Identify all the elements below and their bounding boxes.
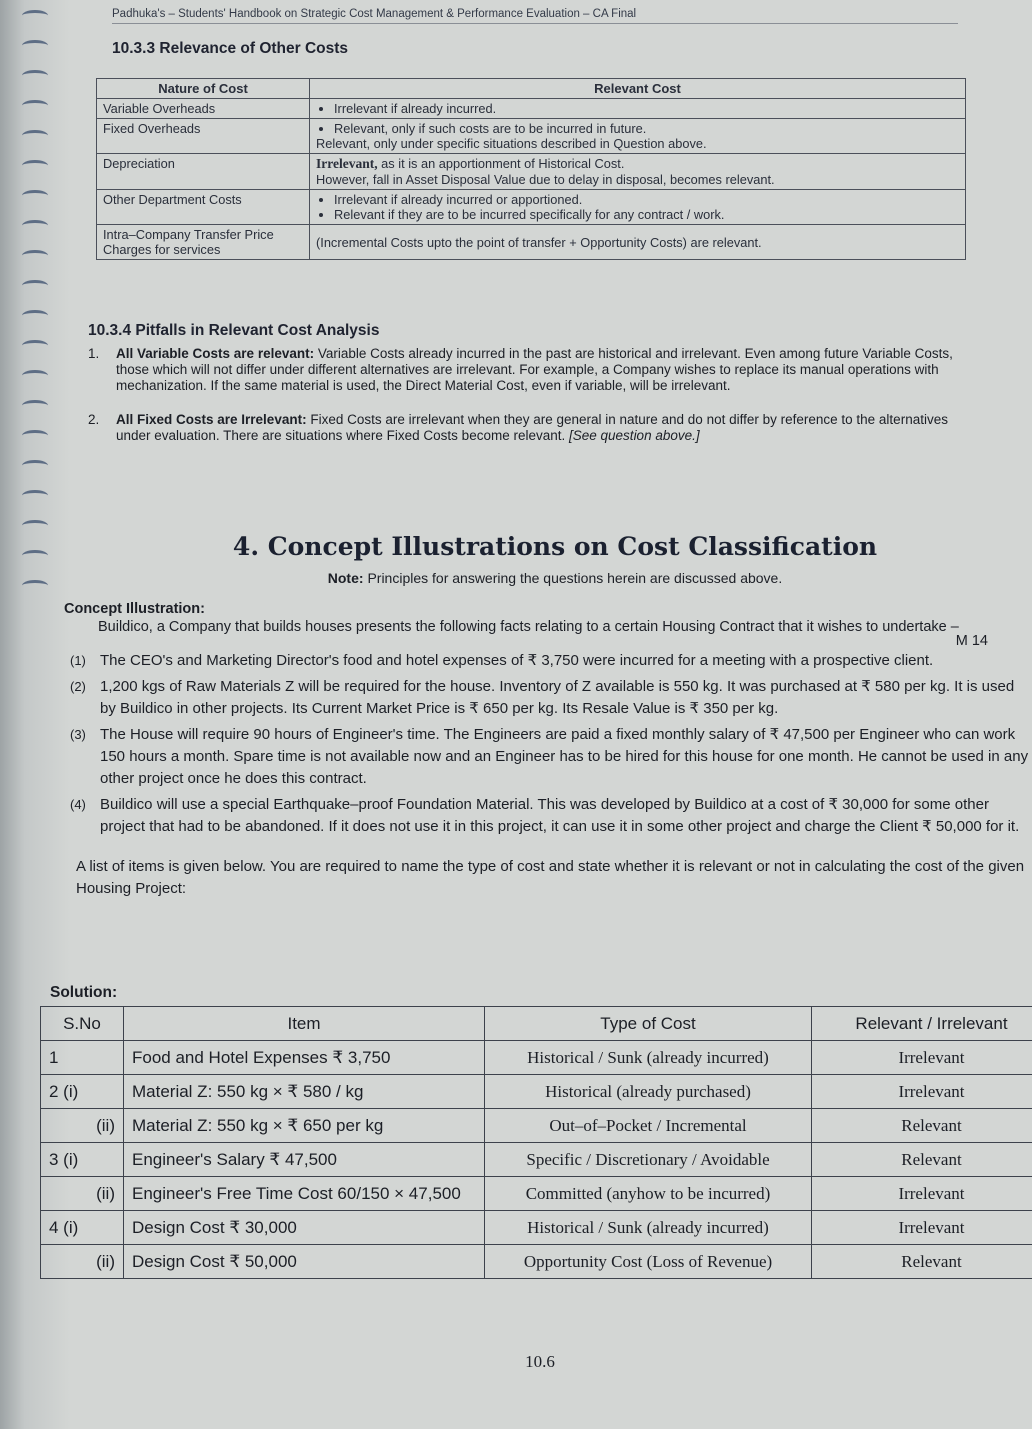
relevant-line: • Irrelevant if already incurred.	[334, 101, 959, 116]
note-label: Note:	[327, 570, 364, 586]
nature-cell: Other Department Costs	[97, 190, 310, 225]
sno-cell: (ii)	[41, 1109, 124, 1143]
relevance-of-costs-table	[96, 78, 966, 260]
relevant-cell: (Incremental Costs upto the point of transfer + Opportunity Costs) are relevant.	[310, 225, 966, 260]
sno-cell: 2 (i)	[41, 1075, 124, 1109]
list-item	[64, 676, 1032, 720]
list-item	[64, 650, 1032, 672]
facts-list	[64, 650, 1032, 838]
relevant-line: • Relevant if they are to be incurred specifically for any contract / work.	[334, 207, 959, 222]
table-row	[97, 190, 966, 225]
note-line	[180, 570, 930, 586]
table-row	[97, 119, 966, 154]
sno-cell: (ii)	[41, 1177, 124, 1211]
table-row	[41, 1211, 1032, 1245]
type-cell: Specific / Discretionary / Avoidable	[485, 1143, 812, 1177]
running-header: Padhuka's – Students' Handbook on Strategic Cost Management & Performance Evaluation – CA Final	[112, 8, 958, 24]
table-row	[41, 1075, 1032, 1109]
item-cell: Engineer's Salary ₹ 47,500	[124, 1143, 485, 1177]
relevant-cell	[310, 119, 966, 154]
solution-label: Solution:	[50, 984, 118, 1001]
table-row	[97, 154, 966, 190]
table-row	[41, 1109, 1032, 1143]
fact-number: (3)	[70, 727, 86, 742]
pitfall-reference: [See question above.]	[569, 428, 700, 443]
list-item	[80, 346, 980, 394]
column-header-type: Type of Cost	[485, 1007, 812, 1041]
relevant-cell	[310, 190, 966, 225]
relevant-line: • Irrelevant if already incurred or apportioned.	[334, 192, 959, 207]
pitfall-text: Fixed Costs are irrelevant when they are general in nature and do not differ by reference to the alternatives under evaluation. There are situations where Fixed Costs become relevant.	[116, 412, 948, 443]
page-sheet	[20, 0, 1032, 1429]
chapter-title: 4. Concept Illustrations on Cost Classification	[232, 532, 878, 561]
nature-cell: Fixed Overheads	[97, 119, 310, 154]
fact-text: Buildico will use a special Earthquake–proof Foundation Material. This was developed by Buildico at a cost of ₹ 30,000 for some other project that had to be abandoned. If it does not use it in this project, it can use it in some other project and charge the Client ₹ 50,000 for it.	[100, 796, 1020, 835]
relevant-line: However, fall in Asset Disposal Value due to delay in disposal, becomes relevant.	[316, 172, 775, 187]
pitfalls-list	[80, 346, 980, 462]
list-item	[80, 412, 980, 444]
page-number: 10.6	[525, 1352, 555, 1371]
table-row	[41, 1041, 1032, 1075]
table-row	[41, 1245, 1032, 1279]
item-cell: Food and Hotel Expenses ₹ 3,750	[124, 1041, 485, 1075]
column-header-nature: Nature of Cost	[97, 79, 310, 99]
pitfall-text: Variable Costs already incurred in the past are historical and irrelevant. Even among future Variable Costs, those which will not differ under different alternatives are irrelevant. For example, a Company wishes to replace its manual operations with mechanization. If the same material is used, the Direct Material Cost, even if variable, will be irrelevant.	[116, 346, 953, 393]
fact-text: The House will require 90 hours of Engineer's time. The Engineers are paid a fixed monthly salary of ₹ 47,500 per Engineer who can work 150 hours a month. Spare time is not available now and an Engineer has to be hired for this house for one month. He cannot be used in any other project once he does this contract.	[100, 726, 1029, 787]
section-heading-pitfalls	[88, 322, 966, 340]
table-row	[41, 1143, 1032, 1177]
relevance-cell: Relevant	[812, 1109, 1032, 1143]
pitfall-heading: All Variable Costs are relevant:	[116, 346, 315, 361]
note-text: Principles for answering the questions herein are discussed above.	[367, 570, 783, 586]
concept-intro: Buildico, a Company that builds houses presents the following facts relating to a certain Housing Contract that it wishes to undertake –	[98, 619, 959, 635]
relevance-cell: Irrelevant	[812, 1211, 1032, 1245]
item-cell: Design Cost ₹ 30,000	[124, 1211, 485, 1245]
column-header-sno: S.No	[41, 1007, 124, 1041]
type-cell: Opportunity Cost (Loss of Revenue)	[485, 1245, 812, 1279]
list-item	[64, 794, 1032, 838]
relevant-cell	[310, 99, 966, 119]
relevant-emphasis: Irrelevant,	[316, 156, 378, 171]
solution-table	[40, 1006, 1032, 1279]
relevance-cell: Relevant	[812, 1245, 1032, 1279]
item-cell: Material Z: 550 kg × ₹ 580 / kg	[124, 1075, 485, 1109]
table-header-row	[97, 79, 966, 99]
sno-cell: 3 (i)	[41, 1143, 124, 1177]
type-cell: Historical (already purchased)	[485, 1075, 812, 1109]
relevance-cell: Irrelevant	[812, 1075, 1032, 1109]
relevance-cell: Irrelevant	[812, 1177, 1032, 1211]
relevant-line: as it is an apportionment of Historical Cost.	[381, 156, 625, 171]
type-cell: Committed (anyhow to be incurred)	[485, 1177, 812, 1211]
fact-text: 1,200 kgs of Raw Materials Z will be required for the house. Inventory of Z available is 550 kg. It was purchased at ₹ 580 per kg. It is used by Buildico in other projects. Its Current Market Price is ₹ 650 per kg. Its Resale Value is ₹ 350 per kg.	[100, 678, 1015, 717]
item-cell: Material Z: 550 kg × ₹ 650 per kg	[124, 1109, 485, 1143]
relevance-cell: Irrelevant	[812, 1041, 1032, 1075]
concept-label: Concept Illustration:	[64, 601, 205, 617]
concept-illustration	[64, 600, 1032, 900]
table-header-row	[41, 1007, 1032, 1041]
column-header-relevant: Relevant Cost	[310, 79, 966, 99]
type-cell: Historical / Sunk (already incurred)	[485, 1041, 812, 1075]
fact-number: (4)	[70, 797, 86, 812]
sno-cell: 4 (i)	[41, 1211, 124, 1245]
table-row	[41, 1177, 1032, 1211]
pitfall-heading: All Fixed Costs are Irrelevant:	[116, 412, 307, 427]
relevance-cell: Relevant	[812, 1143, 1032, 1177]
nature-cell: Depreciation	[97, 154, 310, 190]
relevant-line: • Relevant, only if such costs are to be incurred in future.	[334, 121, 959, 136]
section-heading-relevance	[112, 40, 958, 58]
type-cell: Out–of–Pocket / Incremental	[485, 1109, 812, 1143]
column-header-relevance: Relevant / Irrelevant	[812, 1007, 1032, 1041]
fact-text: The CEO's and Marketing Director's food and hotel expenses of ₹ 3,750 were incurred for a meeting with a prospective client.	[100, 652, 934, 669]
section-heading-text: 10.3.4 Pitfalls in Relevant Cost Analysis	[88, 322, 380, 339]
relevant-cell	[310, 154, 966, 190]
marks-code: M 14	[955, 633, 988, 649]
question-prompt: A list of items is given below. You are required to name the type of cost and state whether it is relevant or not in calculating the cost of the given Housing Project:	[76, 858, 1025, 897]
nature-cell: Intra–Company Transfer Price Charges for services	[97, 225, 310, 260]
table-row	[97, 99, 966, 119]
section-heading-text: 10.3.3 Relevance of Other Costs	[112, 40, 349, 57]
table-row	[97, 225, 966, 260]
type-cell: Historical / Sunk (already incurred)	[485, 1211, 812, 1245]
sno-cell: (ii)	[41, 1245, 124, 1279]
item-cell: Engineer's Free Time Cost 60/150 × 47,500	[124, 1177, 485, 1211]
list-number: 1.	[88, 346, 100, 361]
relevant-line: Relevant, only under specific situations described in Question above.	[316, 136, 707, 151]
fact-number: (1)	[70, 653, 86, 668]
column-header-item: Item	[124, 1007, 485, 1041]
nature-cell: Variable Overheads	[97, 99, 310, 119]
item-cell: Design Cost ₹ 50,000	[124, 1245, 485, 1279]
sno-cell: 1	[41, 1041, 124, 1075]
list-number: 2.	[88, 412, 100, 427]
fact-number: (2)	[70, 679, 86, 694]
list-item	[64, 724, 1032, 790]
